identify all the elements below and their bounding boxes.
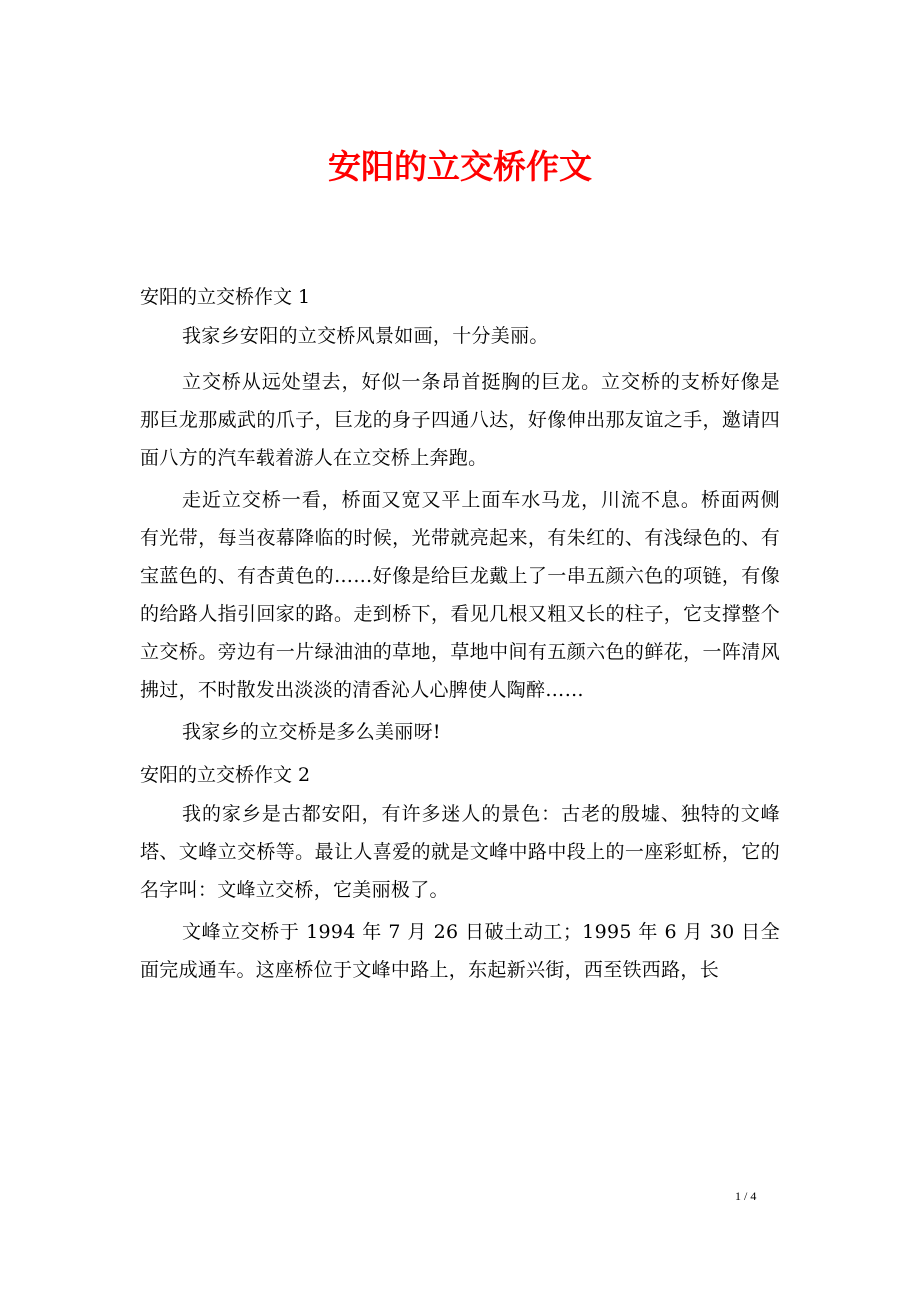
paragraph: 我家乡的立交桥是多么美丽呀! [182, 721, 441, 743]
section-heading: 安阳的立交桥作文 1 [140, 286, 311, 308]
paragraph: 我的家乡是古都安阳，有许多迷人的景色：古老的殷墟、独特的文峰塔、文峰立交桥等。最让人喜爱的就是文峰中路中段上的一座彩虹桥，它的名字叫：文峰立交桥，它美丽极了。 [140, 803, 780, 901]
paragraph: 立交桥从远处望去，好似一条昂首挺胸的巨龙。立交桥的支桥好像是那巨龙那威武的爪子，巨龙的身子四通八达，好像伸出那友谊之手，邀请四面八方的汽车载着游人在立交桥上奔跑。 [140, 371, 780, 469]
page-number: 1 / 4 [735, 1189, 757, 1203]
document-body [140, 277, 780, 993]
essay-section-1 [140, 277, 780, 751]
paragraph: 我家乡安阳的立交桥风景如画，十分美丽。 [182, 325, 549, 347]
section-heading: 安阳的立交桥作文 2 [140, 764, 311, 786]
paragraph: 文峰立交桥于 1994 年 7 月 26 日破土动工；1995 年 6 月 30 日全面完成通车。这座桥位于文峰中路上，东起新兴街，西至铁西路，长 [140, 921, 780, 981]
essay-section-2 [140, 755, 780, 989]
document-title: 安阳的立交桥作文 [328, 147, 592, 186]
paragraph: 走近立交桥一看，桥面又宽又平上面车水马龙，川流不息。桥面两侧有光带，每当夜幕降临的时候，光带就亮起来，有朱红的、有浅绿色的、有宝蓝色的、有杏黄色的……好像是给巨龙戴上了一串五颜六色的项链，有像的给路人指引回家的路。走到桥下，看见几根又粗又长的柱子，它支撑整个立交桥。旁边有一片绿油油的草地，草地中间有五颜六色的鲜花，一阵清风拂过，不时散发出淡淡的清香沁人心脾使人陶醉…… [140, 489, 780, 701]
